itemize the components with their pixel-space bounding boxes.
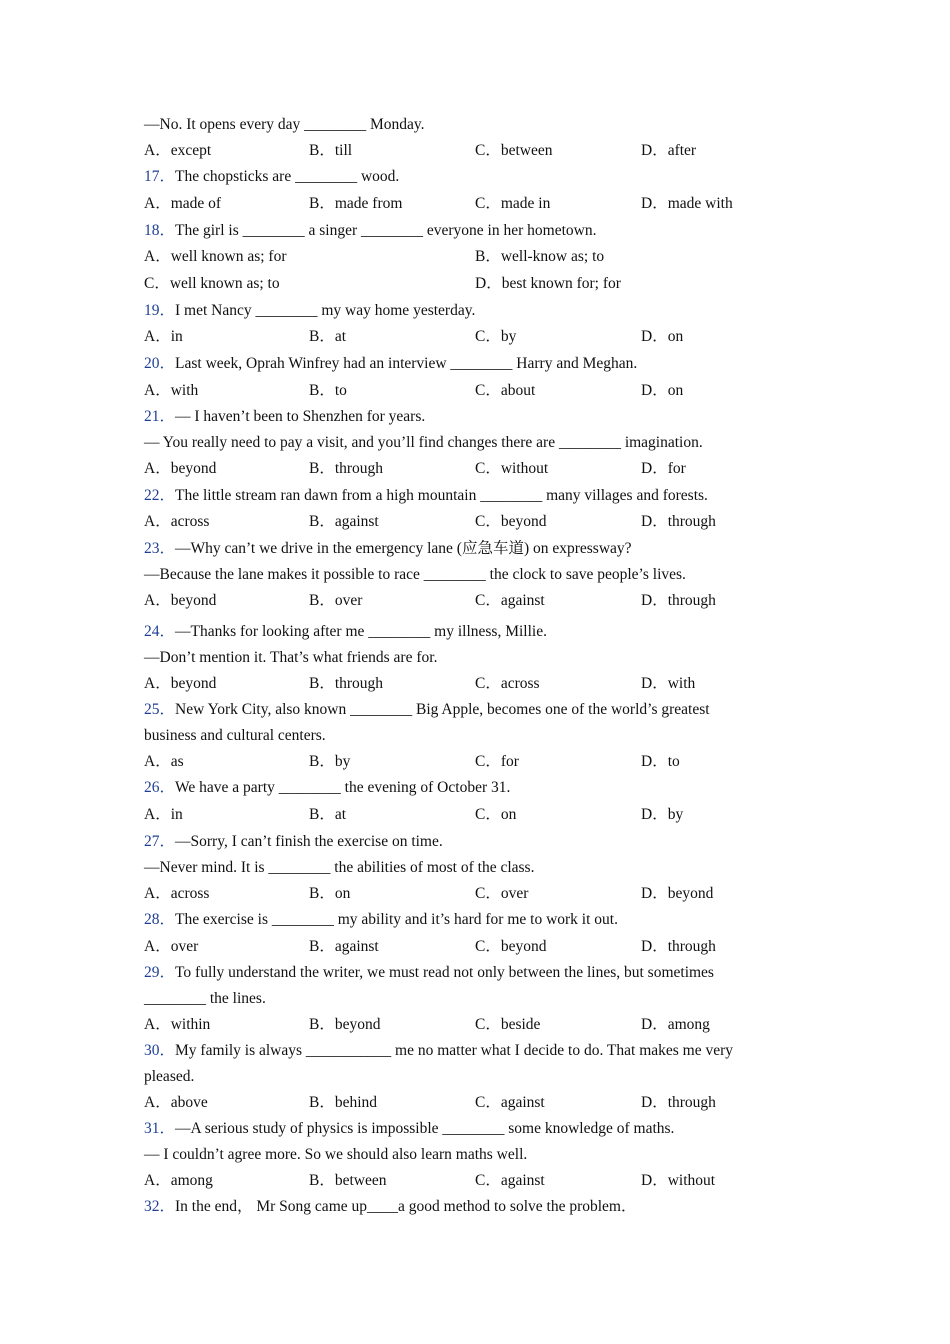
question-number: 24． — [144, 623, 176, 640]
option-b[interactable]: B．to — [309, 382, 347, 399]
option-a[interactable]: A．above — [144, 1094, 208, 1111]
option-d[interactable]: D．by — [641, 806, 684, 823]
option-c[interactable]: C．beyond — [475, 938, 547, 955]
question-number: 18． — [144, 222, 176, 239]
question-29 — [144, 963, 714, 983]
question-26 — [144, 778, 510, 798]
question-number: 28． — [144, 911, 176, 928]
question-19 — [144, 301, 475, 321]
answer-options — [144, 752, 808, 772]
option-d[interactable]: D．through — [641, 592, 716, 609]
option-b[interactable]: B．behind — [309, 1094, 378, 1111]
answer-options — [144, 381, 808, 401]
option-d[interactable]: D．with — [641, 675, 696, 692]
question-number: 21． — [144, 408, 176, 425]
answer-options — [144, 1093, 808, 1113]
answer-options — [144, 141, 808, 161]
answer-options — [144, 327, 808, 347]
option-c[interactable]: C．for — [475, 753, 519, 770]
question-text: —Sorry, I can’t finish the exercise on time. — [175, 833, 443, 850]
question-text: — I couldn’t agree more. So we should also learn maths well. — [144, 1146, 528, 1163]
option-a[interactable]: A．beyond — [144, 460, 217, 477]
question-number: 32． — [144, 1198, 176, 1215]
option-c[interactable]: C．against — [475, 1172, 545, 1189]
option-b[interactable]: B．between — [309, 1172, 387, 1189]
answer-options — [144, 274, 808, 294]
question-text: —Because the lane makes it possible to race ________ the clock to save people’s lives. — [144, 566, 686, 583]
answer-options — [144, 512, 808, 532]
option-c[interactable]: C．beyond — [475, 513, 547, 530]
option-c[interactable]: C．on — [475, 806, 517, 823]
question-text: business and cultural centers. — [144, 727, 326, 744]
question-text: To fully understand the writer, we must read not only between the lines, but sometimes — [175, 964, 714, 981]
option-b[interactable]: B．at — [309, 806, 347, 823]
question-text: — You really need to pay a visit, and you’ll find changes there are ________ imagination. — [144, 434, 703, 451]
question-text: —Why can’t we drive in the emergency lane (应急车道) on expressway? — [175, 540, 632, 557]
option-b[interactable]: B．on — [309, 885, 351, 902]
question-text: In the end， Mr Song came up____a good method to solve the problem． — [175, 1198, 637, 1215]
option-a[interactable]: A．in — [144, 328, 183, 345]
option-c[interactable]: C．against — [475, 592, 545, 609]
question-23 — [144, 539, 632, 559]
question-number: 25． — [144, 701, 176, 718]
question-20 — [144, 354, 637, 374]
option-d[interactable]: D．after — [641, 142, 697, 159]
question-text: We have a party ________ the evening of October 31. — [175, 779, 511, 796]
answer-options — [144, 1015, 808, 1035]
option-b[interactable]: B．over — [309, 592, 363, 609]
option-c[interactable]: C．by — [475, 328, 517, 345]
question-number: 17． — [144, 168, 176, 185]
option-c[interactable]: C．made in — [475, 195, 551, 212]
option-d[interactable]: D．for — [641, 460, 686, 477]
question-text: The exercise is ________ my ability and it’s hard for me to work it out. — [175, 911, 618, 928]
question-24 — [144, 622, 547, 642]
answer-options — [144, 591, 808, 611]
question-17 — [144, 167, 399, 187]
option-a[interactable]: A．across — [144, 885, 210, 902]
option-a[interactable]: A．made of — [144, 195, 222, 212]
question-25 — [144, 700, 710, 720]
question-text: — I haven’t been to Shenzhen for years. — [175, 408, 426, 425]
option-d[interactable]: D．without — [641, 1172, 716, 1189]
option-b[interactable]: B．against — [309, 513, 379, 530]
option-b[interactable]: B．through — [309, 460, 384, 477]
option-b[interactable]: B．made from — [309, 195, 403, 212]
option-a[interactable]: A．with — [144, 382, 199, 399]
option-c[interactable]: C．about — [475, 382, 536, 399]
option-a[interactable]: A．beyond — [144, 675, 217, 692]
question-text: —A serious study of physics is impossible ________ some knowledge of maths. — [175, 1120, 675, 1137]
question-21 — [144, 407, 425, 427]
question-31 — [144, 1119, 674, 1139]
option-d[interactable]: D．among — [641, 1016, 710, 1033]
option-b[interactable]: B．at — [309, 328, 347, 345]
answer-options — [144, 674, 808, 694]
option-d[interactable]: D．beyond — [641, 885, 714, 902]
question-text: The chopsticks are ________ wood. — [175, 168, 400, 185]
option-a[interactable]: A．among — [144, 1172, 213, 1189]
question-28 — [144, 910, 618, 930]
question-number: 30． — [144, 1042, 176, 1059]
option-c[interactable]: C．over — [475, 885, 529, 902]
question-text: —Never mind. It is ________ the abilities of most of the class. — [144, 859, 535, 876]
option-b[interactable]: B．well-know as; to — [475, 248, 605, 265]
option-d[interactable]: D．best known for; for — [475, 275, 621, 292]
question-text: ________ the lines. — [144, 990, 266, 1007]
question-number: 26． — [144, 779, 176, 796]
option-b[interactable]: B．beyond — [309, 1016, 381, 1033]
option-d[interactable]: D．through — [641, 938, 716, 955]
option-c[interactable]: C．without — [475, 460, 549, 477]
option-d[interactable]: D．on — [641, 328, 684, 345]
question-number: 19． — [144, 302, 176, 319]
option-c[interactable]: C．across — [475, 675, 540, 692]
question-32 — [144, 1197, 637, 1217]
question-number: 29． — [144, 964, 176, 981]
question-text: Last week, Oprah Winfrey had an interview ________ Harry and Meghan. — [175, 355, 638, 372]
option-d[interactable]: D．on — [641, 382, 684, 399]
question-number: 23． — [144, 540, 176, 557]
option-a[interactable]: A．over — [144, 938, 199, 955]
option-d[interactable]: D．through — [641, 1094, 716, 1111]
option-a[interactable]: A．well known as; for — [144, 248, 287, 265]
question-text: —Don’t mention it. That’s what friends are for. — [144, 649, 438, 666]
option-b[interactable]: B．against — [309, 938, 379, 955]
question-number: 27． — [144, 833, 176, 850]
option-d[interactable]: D．made with — [641, 195, 733, 212]
option-a[interactable]: A．as — [144, 753, 184, 770]
option-a[interactable]: A．across — [144, 513, 210, 530]
question-number: 31． — [144, 1120, 176, 1137]
question-text: —No. It opens every day ________ Monday. — [144, 116, 425, 133]
option-a[interactable]: A．beyond — [144, 592, 217, 609]
question-number: 22． — [144, 487, 176, 504]
option-c[interactable]: C．well known as; to — [144, 275, 280, 292]
question-text: New York City, also known ________ Big Apple, becomes one of the world’s greatest — [175, 701, 710, 718]
option-d[interactable]: D．through — [641, 513, 716, 530]
option-d[interactable]: D．to — [641, 753, 680, 770]
question-text: pleased. — [144, 1068, 195, 1085]
option-a[interactable]: A．except — [144, 142, 212, 159]
question-text: I met Nancy ________ my way home yesterday. — [175, 302, 476, 319]
question-number: 20． — [144, 355, 176, 372]
option-b[interactable]: B．by — [309, 753, 351, 770]
question-30 — [144, 1041, 733, 1061]
question-22 — [144, 486, 708, 506]
question-text: The little stream ran dawn from a high mountain ________ many villages and forests. — [175, 487, 708, 504]
option-c[interactable]: C．beside — [475, 1016, 541, 1033]
answer-options — [144, 194, 808, 214]
option-a[interactable]: A．in — [144, 806, 183, 823]
question-18 — [144, 221, 596, 241]
question-text: My family is always ___________ me no matter what I decide to do. That makes me very — [175, 1042, 734, 1059]
question-27 — [144, 832, 443, 852]
option-c[interactable]: C．between — [475, 142, 553, 159]
question-text: —Thanks for looking after me ________ my illness, Millie. — [175, 623, 547, 640]
answer-options — [144, 459, 808, 479]
option-b[interactable]: B．through — [309, 675, 384, 692]
answer-options — [144, 884, 808, 904]
question-text: The girl is ________ a singer ________ everyone in her hometown. — [175, 222, 597, 239]
answer-options — [144, 1171, 808, 1191]
answer-options — [144, 937, 808, 957]
option-b[interactable]: B．till — [309, 142, 353, 159]
option-c[interactable]: C．against — [475, 1094, 545, 1111]
answer-options — [144, 805, 808, 825]
answer-options — [144, 247, 808, 267]
option-a[interactable]: A．within — [144, 1016, 211, 1033]
